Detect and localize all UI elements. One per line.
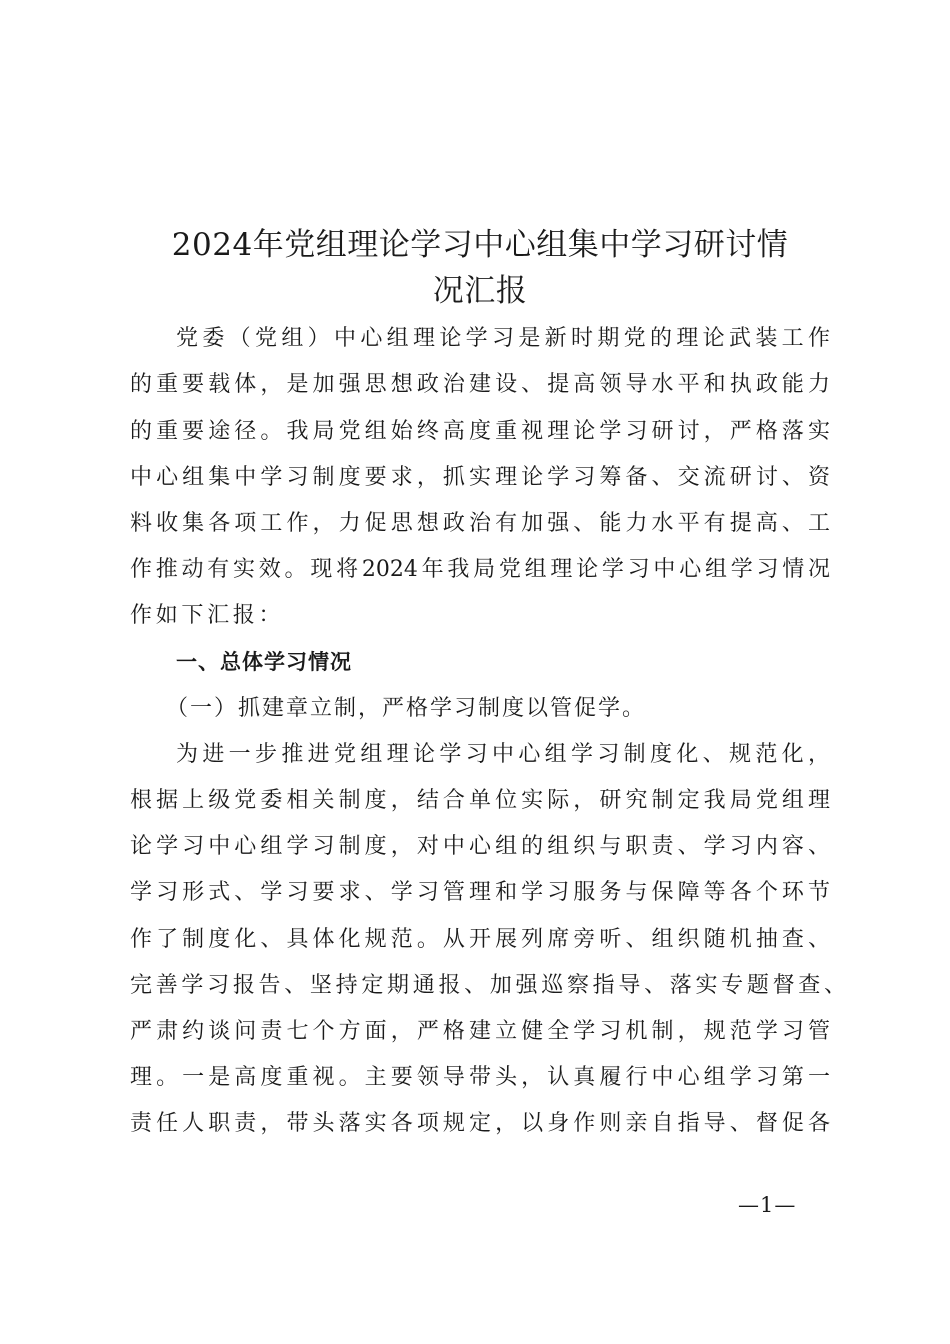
- intro-line-3: 的重要途径。我局党组始终高度重视理论学习研讨，严格落实: [130, 419, 830, 444]
- page-number: —1—: [738, 1193, 797, 1217]
- intro-line-4: 中心组集中学习制度要求，抓实理论学习筹备、交流研讨、资: [130, 465, 830, 490]
- intro-line-6: 作推动有实效。现将2024年我局党组理论学习中心组学习情况: [130, 557, 830, 582]
- intro-line-1: 党委（党组）中心组理论学习是新时期党的理论武装工作: [176, 326, 830, 351]
- section-heading: 一、总体学习情况: [176, 650, 352, 674]
- body-line-4: 学习形式、学习要求、学习管理和学习服务与保障等各个环节: [130, 880, 830, 905]
- body-line-2: 根据上级党委相关制度，结合单位实际，研究制定我局党组理: [130, 788, 830, 813]
- intro-line-2: 的重要载体，是加强思想政治建设、提高领导水平和执政能力: [130, 372, 830, 397]
- body-line-9: 责任人职责，带头落实各项规定，以身作则亲自指导、督促各: [130, 1111, 830, 1136]
- intro-line-5: 料收集各项工作，力促思想政治有加强、能力水平有提高、工: [130, 511, 830, 536]
- document-title-line-2: 况汇报: [432, 273, 528, 309]
- body-line-1: 为进一步推进党组理论学习中心组学习制度化、规范化，: [176, 742, 830, 767]
- intro-line-7: 作如下汇报：: [130, 603, 285, 628]
- body-line-8: 理。一是高度重视。主要领导带头，认真履行中心组学习第一: [130, 1065, 830, 1090]
- subsection-heading: （一）抓建章立制，严格学习制度以管促学。: [166, 696, 647, 721]
- body-line-6: 完善学习报告、坚持定期通报、加强巡察指导、落实专题督查、: [130, 973, 846, 998]
- document-title-line-1: 2024年党组理论学习中心组集中学习研讨情: [171, 227, 789, 263]
- body-line-5: 作了制度化、具体化规范。从开展列席旁听、组织随机抽查、: [130, 927, 830, 952]
- body-line-3: 论学习中心组学习制度，对中心组的组织与职责、学习内容、: [130, 834, 830, 859]
- body-line-7: 严肃约谈问责七个方面，严格建立健全学习机制，规范学习管: [130, 1019, 830, 1044]
